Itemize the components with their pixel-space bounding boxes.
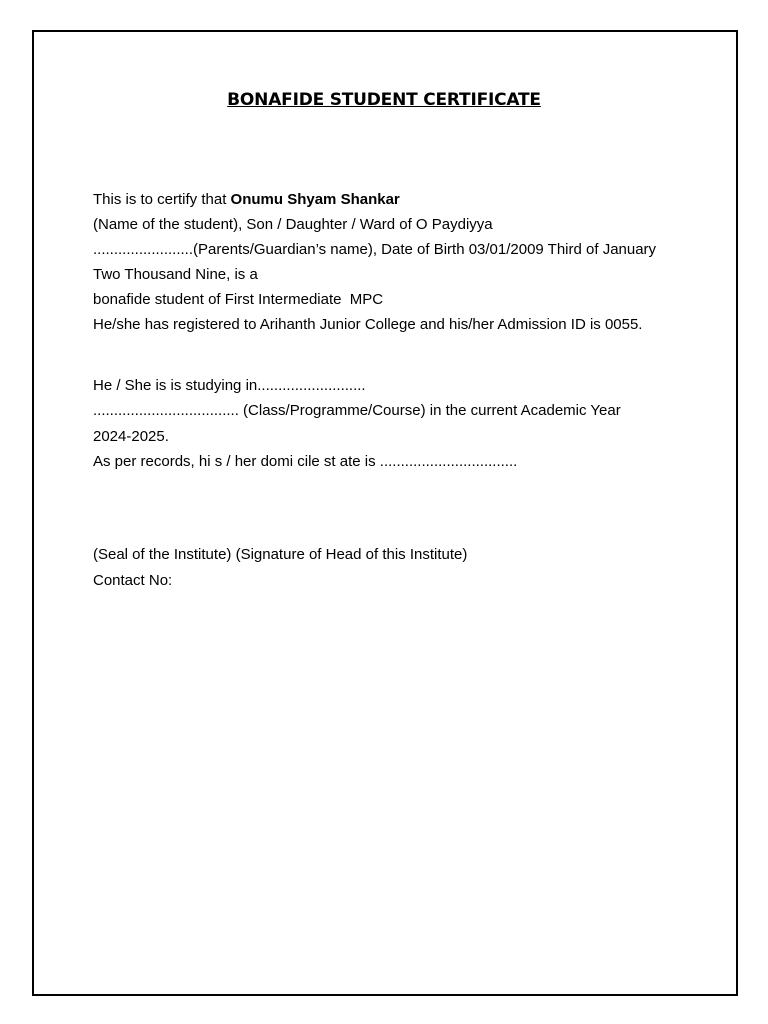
certify-prefix: This is to certify that — [93, 191, 231, 208]
domicile-line: As per records, hi s / her domi cile st ate is ................................. — [93, 453, 518, 470]
guardian-dob-line: ........................(Parents/Guardian’s name), Date of Birth 03/01/2009 Third of January — [93, 241, 657, 258]
student-parent-line: (Name of the student), Son / Daughter / Ward of O Paydiyya — [93, 216, 493, 233]
page-border — [32, 30, 738, 996]
dob-words-line: Two Thousand Nine, is a — [93, 266, 258, 283]
admission-line: He/she has registered to Arihanth Junior College and his/her Admission ID is 0055. — [93, 316, 643, 333]
contact-line: Contact No: — [93, 572, 173, 589]
studying-line: He / She is is studying in.......................... — [93, 377, 366, 394]
class-programme-line: ................................... (Class/Programme/Course) in the current Academic Year — [93, 402, 621, 419]
certificate-title: BONAFIDE STUDENT CERTIFICATE — [227, 90, 541, 110]
student-name: Onumu Shyam Shankar — [230, 191, 400, 208]
bonafide-course-line: bonafide student of First Intermediate MPC — [93, 291, 384, 308]
academic-year-line: 2024-2025. — [93, 428, 169, 445]
seal-signature-line: (Seal of the Institute) (Signature of Head of this Institute) — [93, 546, 468, 563]
certify-line — [93, 190, 400, 210]
